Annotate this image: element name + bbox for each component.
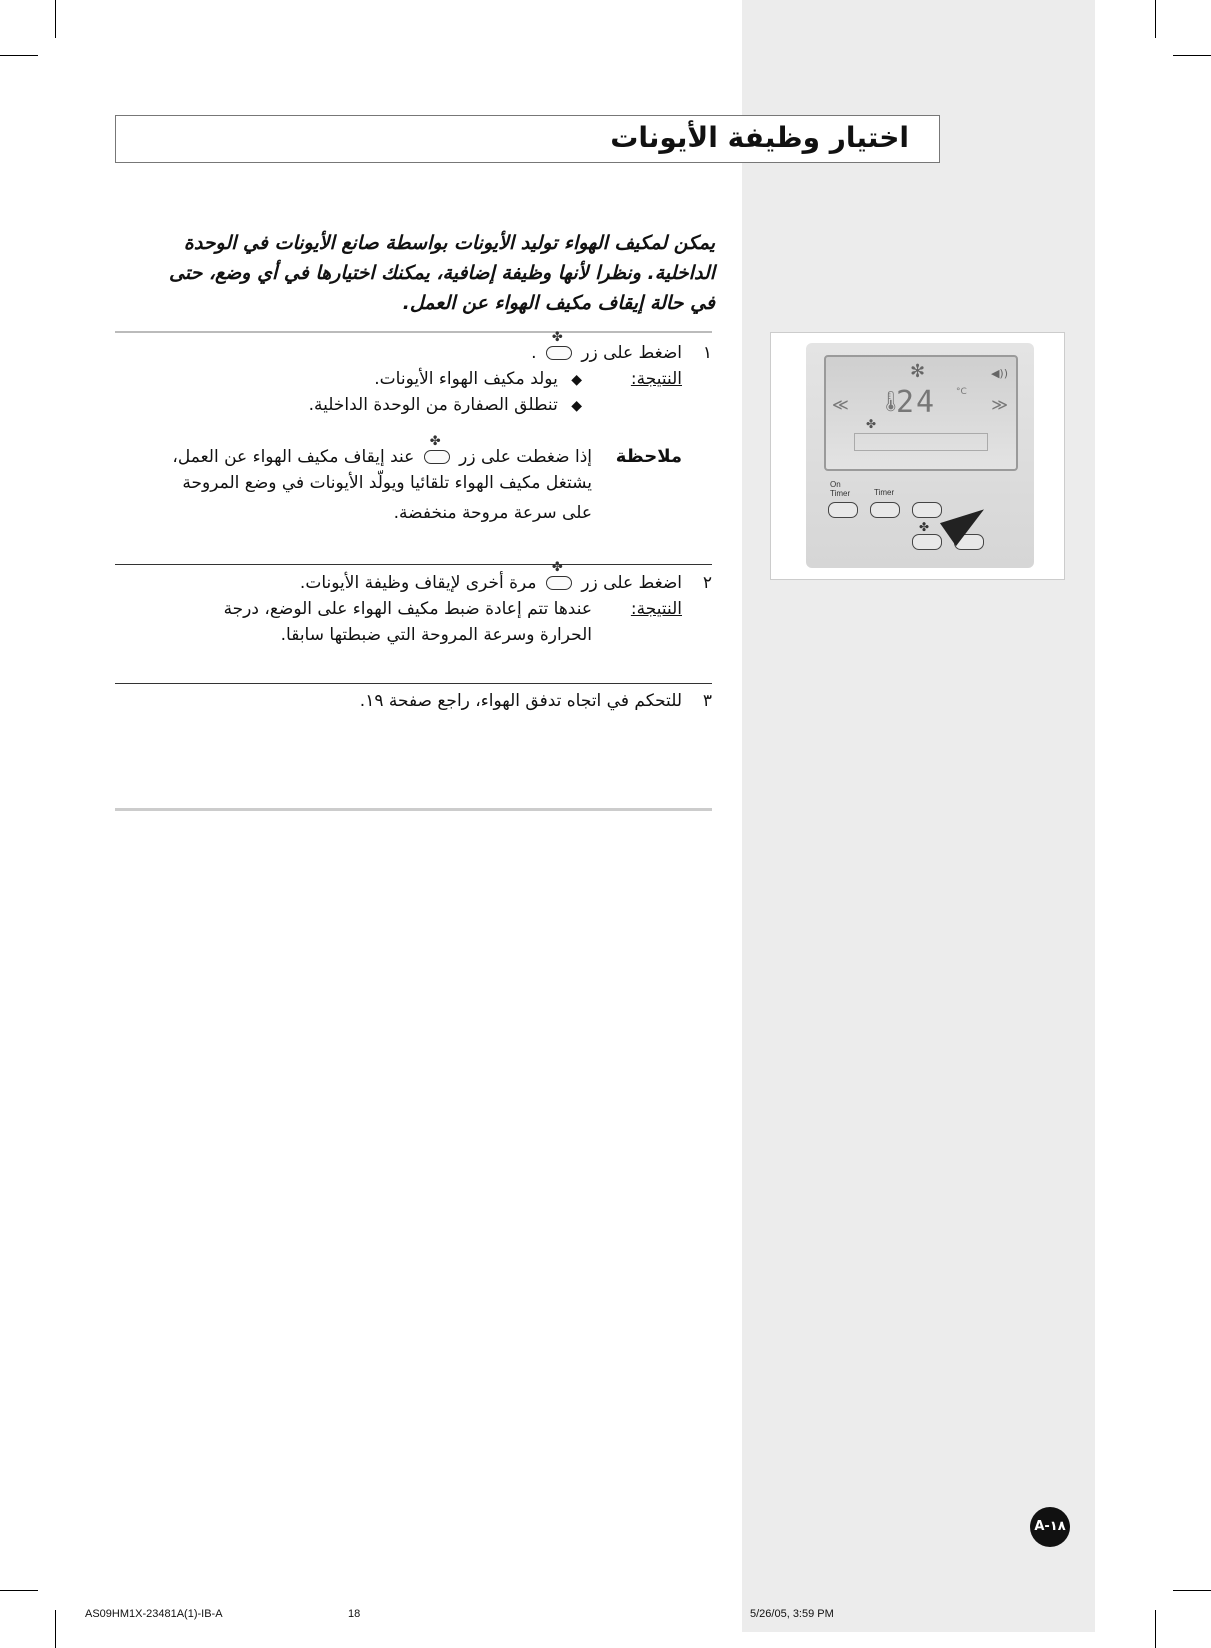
- crop-mark: [1155, 0, 1156, 38]
- on-timer-button[interactable]: [828, 502, 858, 518]
- note-line: على سرعة مروحة منخفضة.: [393, 503, 592, 523]
- divider: [115, 331, 712, 333]
- crop-mark: [0, 1590, 38, 1591]
- fan-icon: ✻: [910, 361, 926, 382]
- crop-mark: [55, 0, 56, 38]
- ion-button-icon: [546, 346, 572, 360]
- step-number: ٢: [702, 573, 712, 593]
- footer-page: 18: [348, 1608, 361, 1620]
- intro-line: في حالة إيقاف مكيف الهواء عن العمل.: [402, 292, 715, 314]
- footer-doc-code: AS09HM1X-23481A(1)-IB-A: [85, 1608, 223, 1620]
- result-line: ◆ تنطلق الصفارة من الوحدة الداخلية.: [308, 395, 582, 415]
- divider: [115, 683, 712, 684]
- remote-body: [806, 343, 1034, 568]
- crop-mark: [1155, 1610, 1156, 1648]
- ion-icon: ✤: [919, 520, 930, 534]
- step-instruction: للتحكم في اتجاه تدفق الهواء، راجع صفحة ١٩.: [359, 691, 682, 711]
- note-label: ملاحظة: [615, 446, 682, 467]
- divider: [115, 808, 712, 811]
- divider: [115, 564, 712, 565]
- off-timer-button[interactable]: [870, 502, 900, 518]
- intro-line: الداخلية. ونظرا لأنها وظيفة إضافية، يمكنك اختيارها في أي وضع، حتى: [169, 262, 715, 284]
- temp-unit: °C: [956, 387, 967, 397]
- intro-line: يمكن لمكيف الهواء توليد الأيونات بواسطة صانع الأيونات في الوحدة: [183, 232, 715, 254]
- note-line: يشتغل مكيف الهواء تلقائيا ويولّد الأيونات في وضع المروحة: [182, 473, 592, 493]
- ion-button[interactable]: [912, 534, 942, 550]
- result-label: النتيجة:: [630, 599, 682, 619]
- temperature-display: 24: [896, 385, 937, 420]
- airflow-left-icon: ≪: [832, 395, 849, 414]
- timer-button[interactable]: [912, 502, 942, 518]
- result-line: ◆ يولد مكيف الهواء الأيونات.: [374, 369, 582, 389]
- footer-timestamp: 5/26/05, 3:59 PM: [750, 1608, 834, 1620]
- crop-mark: [55, 1610, 56, 1648]
- bullet-diamond-icon: ◆: [571, 398, 582, 414]
- off-timer-label: Timer: [874, 488, 895, 497]
- ion-button-icon: [424, 450, 450, 464]
- step-instruction: اضغط على زر ✤ .: [531, 340, 682, 366]
- ion-icon: ✤: [866, 417, 877, 431]
- intro-paragraph: [115, 228, 715, 318]
- bullet-diamond-icon: ◆: [571, 372, 582, 388]
- section-title-box: [115, 115, 940, 163]
- side-panel: [742, 0, 1095, 1632]
- result-line: عندها تتم إعادة ضبط مكيف الهواء على الوضع، درجة: [223, 599, 592, 619]
- ion-button-icon: [546, 576, 572, 590]
- speaker-icon: ◀)): [990, 367, 1008, 380]
- remote-illustration: [770, 332, 1065, 580]
- press-arrow-icon: [940, 498, 992, 546]
- note-line: إذا ضغطت على زر ✤ عند إيقاف مكيف الهواء عن العمل،: [172, 444, 592, 470]
- on-timer-label: On Timer: [830, 480, 851, 498]
- step-instruction: اضغط على زر ✤ مرة أخرى لإيقاف وظيفة الأيونات.: [300, 570, 682, 596]
- step-number: ٣: [702, 691, 712, 711]
- step-2: [115, 570, 712, 650]
- step-1: [115, 340, 712, 540]
- crop-mark: [0, 55, 38, 56]
- crop-mark: [1173, 1590, 1211, 1591]
- crop-mark: [1173, 55, 1211, 56]
- step-number: ١: [702, 343, 712, 363]
- remote-buttons: [824, 478, 1014, 558]
- section-title: اختيار وظيفة الأيونات: [610, 121, 909, 154]
- page-number-badge: A-١٨: [1030, 1507, 1070, 1547]
- display-lower-segment: [854, 433, 988, 451]
- result-line: الحرارة وسرعة المروحة التي ضبطتها سابقا.: [280, 625, 592, 645]
- thermometer-icon: 🌡: [878, 389, 904, 413]
- remote-display: [824, 355, 1018, 471]
- airflow-right-icon: ≫: [991, 395, 1008, 414]
- step-3: [115, 688, 712, 718]
- result-label: النتيجة:: [630, 369, 682, 389]
